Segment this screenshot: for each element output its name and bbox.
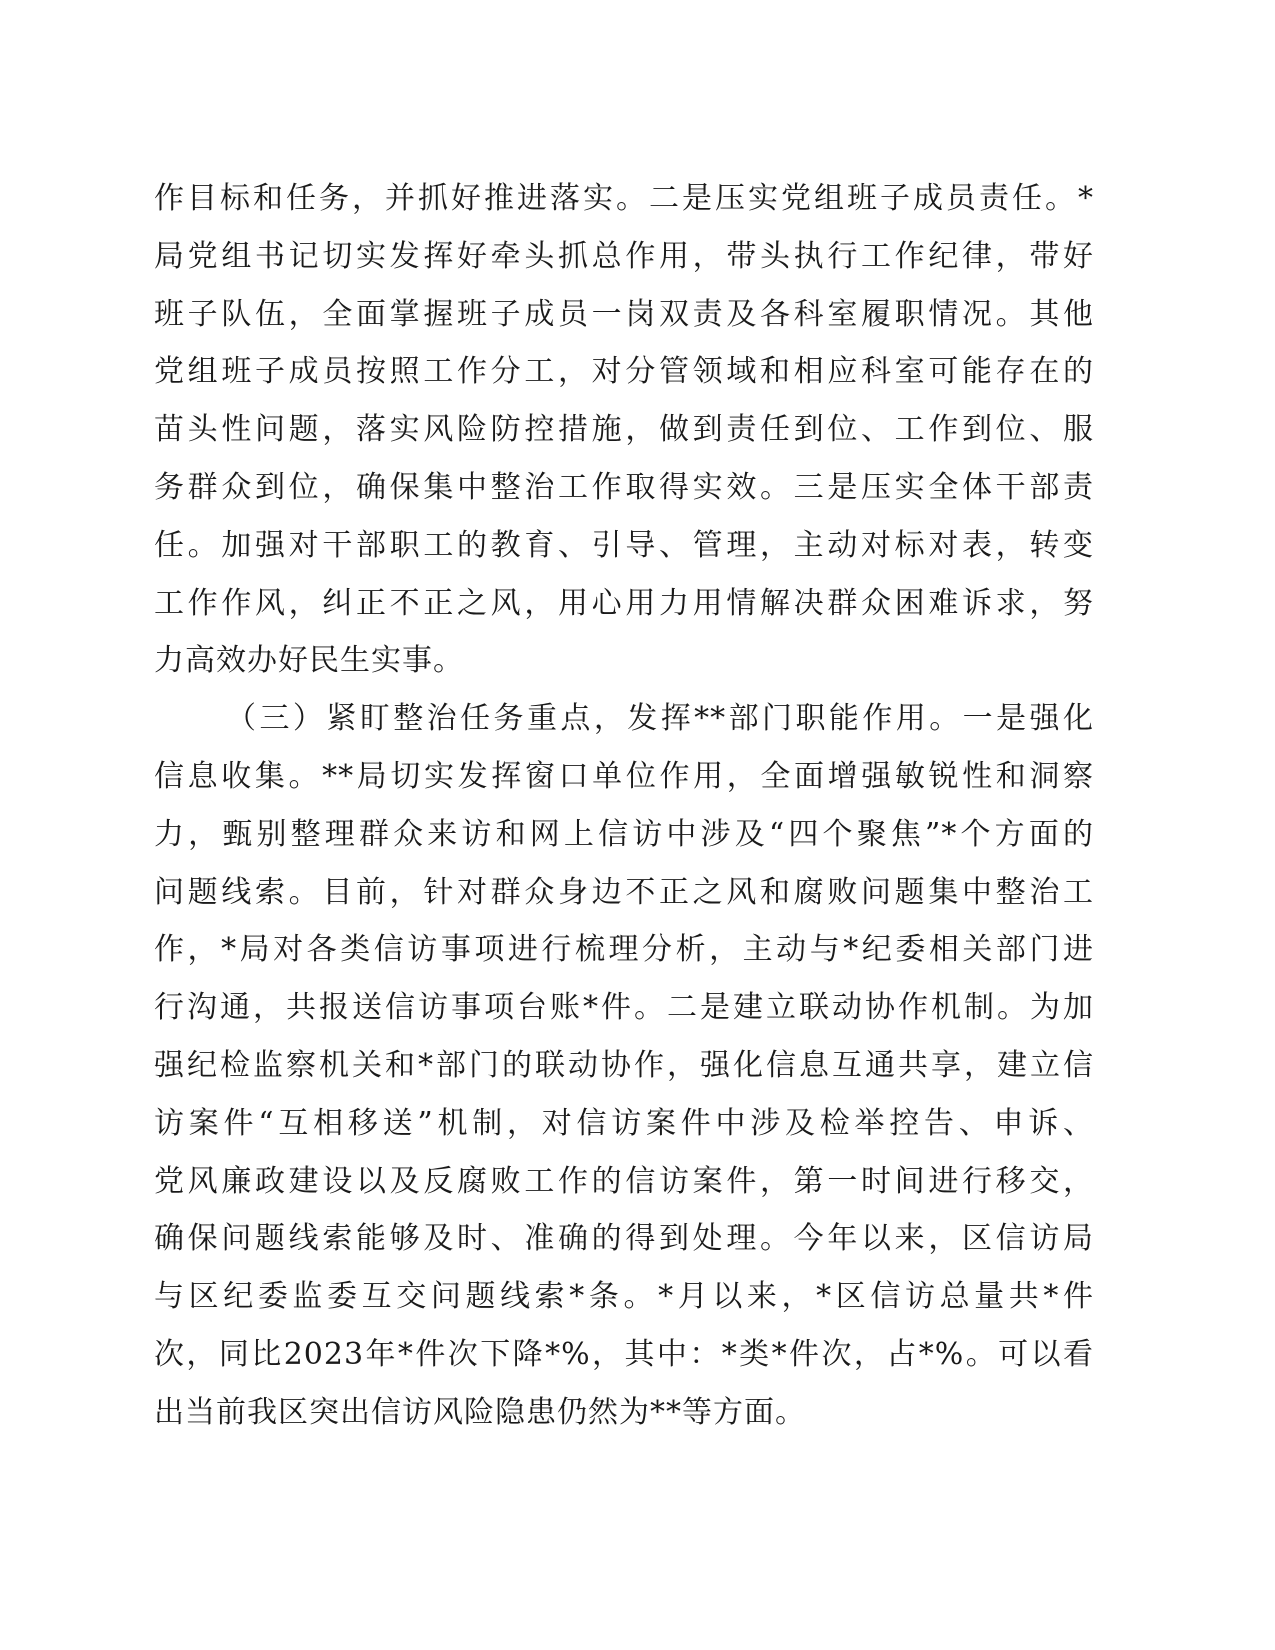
section-heading-line: （三）紧盯整治任务重点，发挥**部门职能作用。一是强化	[226, 701, 1094, 737]
text-line: 任。加强对干部职工的教育、引导、管理，主动对标对表，转变	[154, 527, 1094, 563]
text-line: 工作作风，纠正不正之风，用心用力用情解决群众困难诉求，努	[154, 585, 1094, 621]
text-line-paragraph-end: 出当前我区突出信访风险隐患仍然为**等方面。	[154, 1394, 806, 1430]
text-line: 党风廉政建设以及反腐败工作的信访案件，第一时间进行移交，	[154, 1163, 1094, 1199]
text-line: 务群众到位，确保集中整治工作取得实效。三是压实全体干部责	[154, 469, 1094, 505]
text-line: 确保问题线索能够及时、准确的得到处理。今年以来，区信访局	[154, 1221, 1094, 1257]
text-line: 力，甄别整理群众来访和网上信访中涉及“四个聚焦”*个方面的	[154, 816, 1094, 852]
body-text	[154, 170, 1094, 1442]
text-line: 班子队伍，全面掌握班子成员一岗双责及各科室履职情况。其他	[154, 296, 1094, 332]
text-line: 访案件“互相移送”机制，对信访案件中涉及检举控告、申诉、	[154, 1105, 1094, 1141]
text-line: 作，*局对各类信访事项进行梳理分析，主动与*纪委相关部门进	[154, 932, 1094, 968]
text-line: 行沟通，共报送信访事项台账*件。二是建立联动协作机制。为加	[154, 990, 1094, 1026]
text-line-paragraph-end: 力高效办好民生实事。	[154, 643, 464, 679]
text-line: 党组班子成员按照工作分工，对分管领域和相应科室可能存在的	[154, 354, 1094, 390]
text-line: 作目标和任务，并抓好推进落实。二是压实党组班子成员责任。*	[154, 181, 1094, 216]
text-line: 强纪检监察机关和*部门的联动协作，强化信息互通共享，建立信	[154, 1047, 1094, 1083]
text-line: 局党组书记切实发挥好牵头抓总作用，带头执行工作纪律，带好	[154, 238, 1094, 274]
text-line: 问题线索。目前，针对群众身边不正之风和腐败问题集中整治工	[154, 874, 1094, 910]
text-line: 次，同比2023年*件次下降*%，其中：*类*件次，占*%。可以看	[154, 1336, 1094, 1372]
text-line: 与区纪委监委互交问题线索*条。*月以来，*区信访总量共*件	[154, 1279, 1094, 1315]
text-line: 信息收集。**局切实发挥窗口单位作用，全面增强敏锐性和洞察	[154, 758, 1094, 794]
text-line: 苗头性问题，落实风险防控措施，做到责任到位、工作到位、服	[154, 412, 1094, 448]
